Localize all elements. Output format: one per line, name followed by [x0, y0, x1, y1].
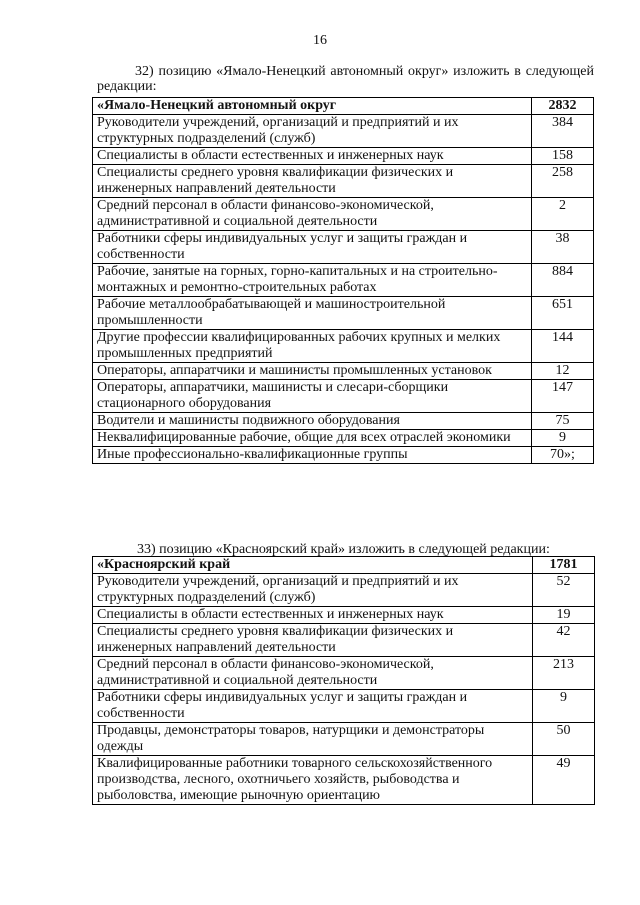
table-row	[93, 690, 595, 723]
occupation-group: Продавцы, демонстраторы товаров, натурщики и демонстраторы одежды	[93, 723, 533, 756]
occupation-count: 158	[532, 148, 594, 165]
occupation-group: Водители и машинисты подвижного оборудования	[93, 413, 532, 430]
occupation-group: Операторы, аппаратчики и машинисты промышленных установок	[93, 363, 532, 380]
occupation-count: 2	[532, 198, 594, 231]
table-row	[93, 264, 594, 297]
occupation-group: Руководители учреждений, организаций и предприятий и их структурных подразделений (служб)	[93, 115, 532, 148]
table-row	[93, 115, 594, 148]
table-header-row	[93, 98, 594, 115]
occupation-group: Специалисты среднего уровня квалификации физических и инженерных направлений деятельности	[93, 165, 532, 198]
table-row	[93, 607, 595, 624]
table-row	[93, 363, 594, 380]
occupation-count: 9	[533, 690, 595, 723]
occupation-group: Иные профессионально-квалификационные группы	[93, 447, 532, 464]
krasnoyarsk-table	[92, 556, 595, 805]
occupation-count: 147	[532, 380, 594, 413]
table-row	[93, 657, 595, 690]
section-32-intro-line2: следующей редакции:	[97, 64, 595, 94]
occupation-group: Другие профессии квалифицированных рабочих крупных и мелких промышленных предприятий	[93, 330, 532, 363]
table-row	[93, 624, 595, 657]
table-row	[93, 430, 594, 447]
table-row	[93, 297, 594, 330]
occupation-count: 213	[533, 657, 595, 690]
occupation-count: 258	[532, 165, 594, 198]
table-row	[93, 447, 594, 464]
table-row	[93, 165, 594, 198]
occupation-count: 50	[533, 723, 595, 756]
section-32-intro	[97, 64, 594, 94]
occupation-group: Специалисты в области естественных и инженерных наук	[93, 148, 532, 165]
occupation-count: 70»;	[532, 447, 594, 464]
occupation-count: 49	[533, 756, 595, 805]
table-row	[93, 380, 594, 413]
occupation-group: Рабочие металлообрабатывающей и машиностроительной промышленности	[93, 297, 532, 330]
section-33-intro: 33) позицию «Красноярский край» изложить в следующей редакции:	[137, 542, 550, 557]
occupation-count: 19	[533, 607, 595, 624]
region-total: 1781	[533, 557, 595, 574]
occupation-count: 884	[532, 264, 594, 297]
occupation-count: 42	[533, 624, 595, 657]
occupation-group: Средний персонал в области финансово-экономической, административной и социальной деятельности	[93, 657, 533, 690]
table-row	[93, 574, 595, 607]
region-name: «Ямало-Ненецкий автономный округ	[93, 98, 532, 115]
occupation-count: 384	[532, 115, 594, 148]
page-number: 16	[313, 33, 327, 48]
table-row	[93, 723, 595, 756]
occupation-count: 12	[532, 363, 594, 380]
occupation-group: Операторы, аппаратчики, машинисты и слесари-сборщики стационарного оборудования	[93, 380, 532, 413]
occupation-group: Специалисты среднего уровня квалификации физических и инженерных направлений деятельности	[93, 624, 533, 657]
occupation-count: 38	[532, 231, 594, 264]
region-name: «Красноярский край	[93, 557, 533, 574]
table-header-row	[93, 557, 595, 574]
table-row	[93, 198, 594, 231]
occupation-group: Неквалифицированные рабочие, общие для всех отраслей экономики	[93, 430, 532, 447]
occupation-group: Квалифицированные работники товарного сельскохозяйственного производства, лесного, охотничьего хозяйств, рыбоводства и рыболовства, имеющие рыночную ориентацию	[93, 756, 533, 805]
table-row	[93, 413, 594, 430]
occupation-group: Специалисты в области естественных и инженерных наук	[93, 607, 533, 624]
region-total: 2832	[532, 98, 594, 115]
occupation-count: 651	[532, 297, 594, 330]
yamal-nenets-table	[92, 97, 594, 464]
occupation-count: 75	[532, 413, 594, 430]
table-row	[93, 756, 595, 805]
occupation-count: 144	[532, 330, 594, 363]
occupation-group: Рабочие, занятые на горных, горно-капитальных и на строительно-монтажных и ремонтно-строительных работах	[93, 264, 532, 297]
table-row	[93, 148, 594, 165]
occupation-group: Руководители учреждений, организаций и предприятий и их структурных подразделений (служб)	[93, 574, 533, 607]
table-row	[93, 231, 594, 264]
occupation-group: Работники сферы индивидуальных услуг и защиты граждан и собственности	[93, 231, 532, 264]
table-row	[93, 330, 594, 363]
occupation-group: Средний персонал в области финансово-экономической, административной и социальной деятельности	[93, 198, 532, 231]
occupation-group: Работники сферы индивидуальных услуг и защиты граждан и собственности	[93, 690, 533, 723]
occupation-count: 9	[532, 430, 594, 447]
section-32-intro-line1: 32) позицию «Ямало-Ненецкий автономный округ» изложить в	[135, 64, 521, 79]
occupation-count: 52	[533, 574, 595, 607]
